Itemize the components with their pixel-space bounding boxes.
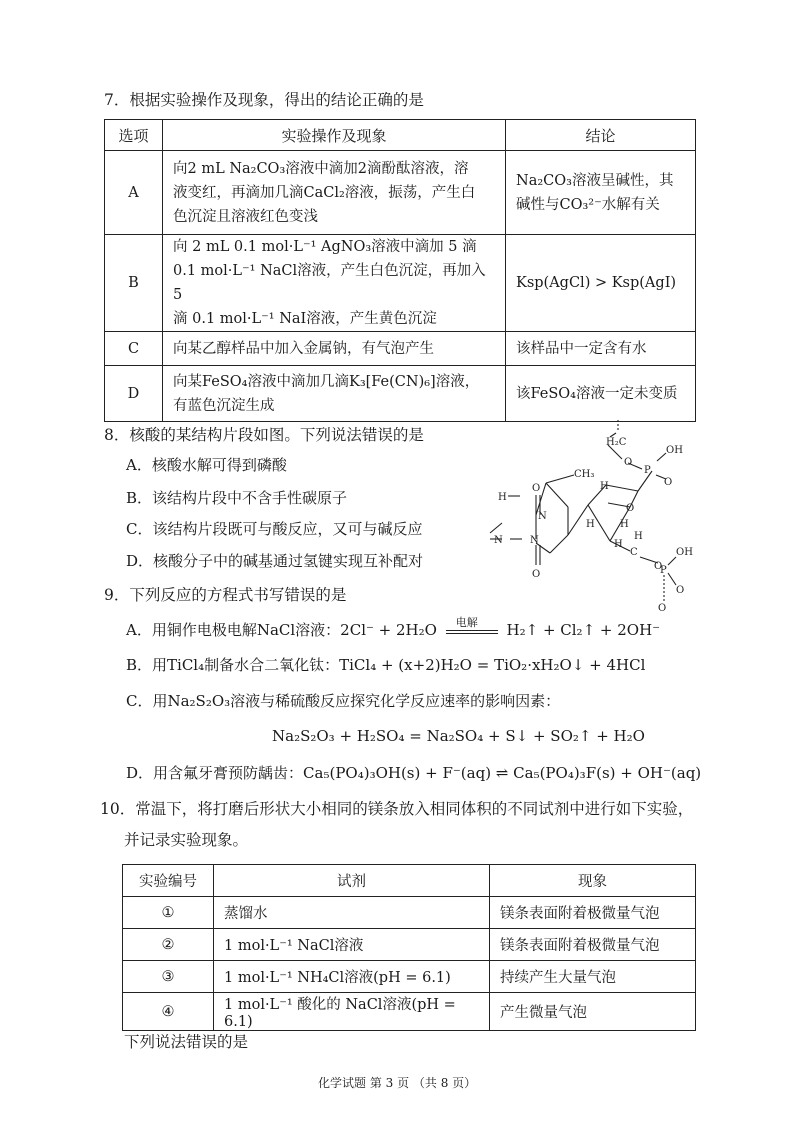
q10-row-4-phenomenon: 产生微量气泡: [490, 993, 696, 1031]
structure-label: H: [498, 492, 507, 503]
q8-stem: 8．核酸的某结构片段如图。下列说法错误的是: [104, 426, 424, 444]
q10-row-2-phenomenon: 镁条表面附着极微量气泡: [490, 929, 696, 961]
q7-b-op-line: 滴 0.1 mol·L⁻¹ NaI溶液，产生黄色沉淀: [173, 311, 437, 327]
structure-label: O: [654, 561, 663, 572]
structure-label: O: [676, 585, 685, 596]
q10-row-2-reagent: 1 mol·L⁻¹ NaCl溶液: [214, 929, 490, 961]
q9-a-condition: 电解: [455, 616, 478, 629]
q8-option-c: C．该结构片段既可与酸反应，又可与碱反应: [126, 520, 423, 538]
structure-label: O: [532, 483, 541, 494]
structure-label: O: [664, 477, 673, 488]
q10-row-4-reagent: 1 mol·L⁻¹ 酸化的 NaCl溶液(pH = 6.1): [214, 993, 490, 1031]
q10-row-2-no: ②: [123, 929, 214, 961]
nucleic-acid-structure-diagram: [470, 415, 710, 615]
q9-stem: 9．下列反应的方程式书写错误的是: [104, 586, 347, 604]
q7-a-op-line: 液变红，再滴加几滴CaCl₂溶液，振荡，产生白: [173, 184, 476, 201]
structure-label: P: [660, 565, 667, 576]
q7-row-d-option: D: [105, 366, 163, 422]
q10-row-3-reagent: 1 mol·L⁻¹ NH₄Cl溶液(pH = 6.1): [214, 961, 490, 993]
q10-row-3-phenomenon: 持续产生大量气泡: [490, 961, 696, 993]
q7-d-con-line: 该FeSO₄溶液一定未变质: [516, 385, 678, 402]
q10-stem-line2: 并记录实验现象。: [124, 831, 249, 849]
q10-header-phenomenon: 现象: [490, 865, 696, 897]
structure-label: H₂C: [606, 437, 627, 448]
page-footer: 化学试题 第 3 页 （共 8 页）: [318, 1076, 477, 1090]
q7-row-d-conclusion: [506, 366, 696, 422]
q7-header-conclusion: 结论: [506, 120, 696, 151]
q9-option-c: C．用Na₂S₂O₃溶液与稀硫酸反应探究化学反应速率的影响因素：: [126, 692, 561, 710]
q7-b-con-line: Ksp(AgCl) > Ksp(AgI): [516, 275, 677, 291]
q7-a-con-line: 碱性与CO₃²⁻水解有关: [516, 196, 660, 213]
q10-header-reagent: 试剂: [214, 865, 490, 897]
q7-header-operation: 实验操作及现象: [163, 120, 506, 151]
q7-c-op-line: 向某乙醇样品中加入金属钠，有气泡产生: [173, 340, 434, 357]
structure-label: N: [538, 511, 547, 522]
q9-a-arrow: [446, 616, 498, 634]
structure-label: O: [532, 569, 541, 580]
structure-label: C: [630, 547, 638, 558]
q7-row-a-operation: [163, 151, 506, 235]
q7-a-op-line: 向2 mL Na₂CO₃溶液中滴加2滴酚酞溶液，溶: [173, 160, 469, 177]
q8-option-d: D．核酸分子中的碱基通过氢键实现互补配对: [126, 552, 424, 570]
q10-row-3-no: ③: [123, 961, 214, 993]
q10-row-1-reagent: 蒸馏水: [214, 897, 490, 929]
q7-row-a-conclusion: [506, 151, 696, 235]
structure-label: P: [644, 465, 651, 476]
structure-label: O: [626, 503, 635, 514]
q7-a-op-line: 色沉淀且溶液红色变浅: [173, 208, 318, 225]
structure-label: H: [620, 519, 629, 530]
q7-row-d-operation: [163, 366, 506, 422]
q7-table: [104, 119, 696, 422]
q10-row-1-phenomenon: 镁条表面附着极微量气泡: [490, 897, 696, 929]
q7-d-op-line: 向某FeSO₄溶液中滴加几滴K₃[Fe(CN)₆]溶液，: [173, 373, 480, 390]
q9-option-c-equation: Na₂S₂O₃ + H₂SO₄ = Na₂SO₄ + S↓ + SO₂↑ + H₂O: [272, 727, 645, 745]
structure-label: N: [494, 535, 503, 546]
q10-row-1-no: ①: [123, 897, 214, 929]
structure-label: OH: [666, 445, 683, 456]
structure-label: H: [600, 481, 609, 492]
q7-c-con-line: 该样品中一定含有水: [516, 340, 647, 357]
structure-label: H: [634, 531, 643, 542]
q8-option-a: A．核酸水解可得到磷酸: [126, 456, 287, 474]
q7-row-c-conclusion: [506, 332, 696, 366]
structure-label: N: [530, 535, 539, 546]
q7-row-b-conclusion: [506, 235, 696, 332]
q10-row-4-no: ④: [123, 993, 214, 1031]
q7-a-con-line: Na₂CO₃溶液呈碱性，其: [516, 172, 674, 189]
q8-option-b: B．该结构片段中不含手性碳原子: [126, 489, 348, 507]
structure-label: H: [614, 539, 623, 550]
q7-header-option: 选项: [105, 120, 163, 151]
q10-table: [122, 864, 696, 1031]
q7-d-op-line: 有蓝色沉淀生成: [173, 397, 275, 414]
q7-row-a-option: A: [105, 151, 163, 235]
structure-label: O: [624, 457, 633, 468]
q10-header-no: 实验编号: [123, 865, 214, 897]
q9-option-b: B．用TiCl₄制备水合二氧化钛：TiCl₄ + (x+2)H₂O = TiO₂·xH₂O↓ + 4HCl: [126, 656, 646, 674]
structure-label: O: [658, 603, 667, 614]
q7-row-b-operation: [163, 235, 506, 332]
q9-option-d: D．用含氟牙膏预防龋齿：Ca₅(PO₄)₃OH(s) + F⁻(aq) ⇌ Ca₅(PO₄)₃F(s) + OH⁻(aq): [126, 764, 702, 782]
q7-row-b-option: B: [105, 235, 163, 332]
structure-label: H: [586, 519, 595, 530]
q7-stem: 7．根据实验操作及现象，得出的结论正确的是: [104, 91, 424, 109]
structure-label: CH₃: [574, 469, 595, 480]
q9-a-rhs: H₂↑ + Cl₂↑ + 2OH⁻: [506, 621, 661, 639]
q7-row-c-operation: [163, 332, 506, 366]
structure-label: OH: [676, 547, 693, 558]
q10-stem-line1: 10．常温下，将打磨后形状大小相同的镁条放入相同体积的不同试剂中进行如下实验，: [100, 800, 694, 818]
q7-b-op-line: 向 2 mL 0.1 mol·L⁻¹ AgNO₃溶液中滴加 5 滴: [173, 239, 477, 255]
q9-option-a: [126, 616, 661, 640]
q7-row-c-option: C: [105, 332, 163, 366]
q9-a-lhs: A．用铜作电极电解NaCl溶液：2Cl⁻ + 2H₂O: [126, 621, 437, 639]
q10-after-text: 下列说法错误的是: [124, 1033, 249, 1051]
q7-b-op-line: 0.1 mol·L⁻¹ NaCl溶液，产生白色沉淀，再加入 5: [173, 263, 486, 303]
